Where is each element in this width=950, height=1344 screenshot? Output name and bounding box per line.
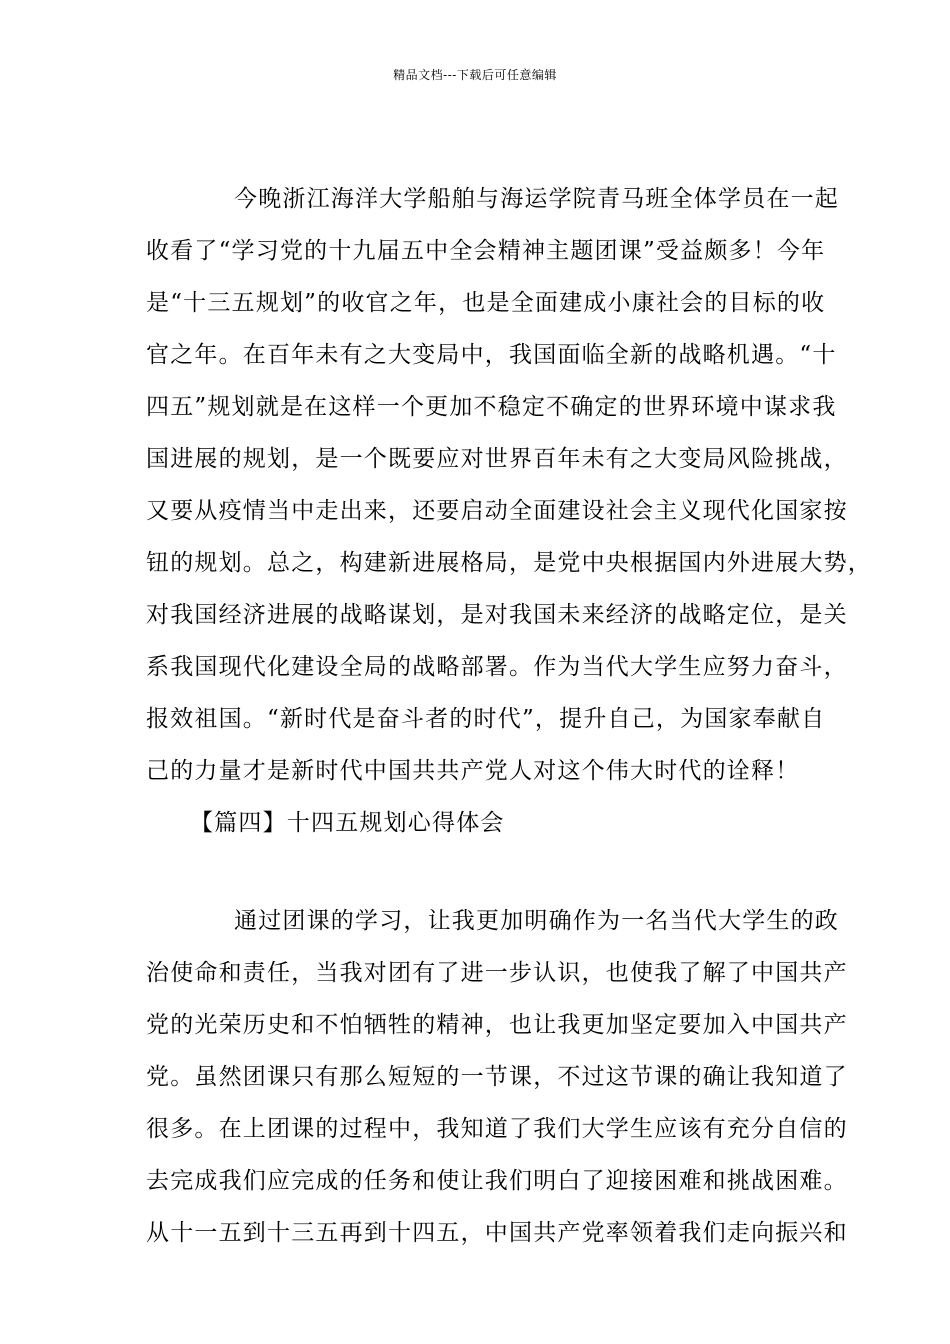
paragraph-line: 系我国现代化建设全局的战略部署。作为当代大学生应努力奋斗， [146, 654, 848, 680]
paragraph-line: 官之年。在百年未有之大变局中，我国面临全新的战略机遇。“十 [146, 342, 837, 368]
paragraph-line: 四五”规划就是在这样一个更加不稳定不确定的世界环境中谋求我 [146, 394, 837, 420]
section-title: 【篇四】十四五规划心得体会 [190, 810, 505, 836]
paragraph-line: 收看了“学习党的十九届五中全会精神主题团课”受益颇多！今年 [146, 238, 826, 264]
paragraph-line: 从十一五到十三五再到十四五，中国共产党率领着我们走向振兴和 [146, 1220, 848, 1246]
paragraph-line: 对我国经济进展的战略谋划，是对我国未来经济的战略定位，是关 [146, 602, 848, 628]
paragraph-line: 今晚浙江海洋大学船舶与海运学院青马班全体学员在一起 [234, 186, 839, 212]
paragraph-line: 去完成我们应完成的任务和使让我们明白了迎接困难和挑战困难。 [146, 1168, 848, 1194]
paragraph-line: 治使命和责任，当我对团有了进一步认识，也使我了解了中国共产 [146, 960, 848, 986]
paragraph-line: 国进展的规划，是一个既要应对世界百年未有之大变局风险挑战， [146, 446, 848, 472]
paragraph-line: 党。虽然团课只有那么短短的一节课，不过这节课的确让我知道了 [146, 1064, 848, 1090]
paragraph-line: 很多。在上团课的过程中，我知道了我们大学生应该有充分自信的 [146, 1116, 848, 1142]
page-header: 精品文档---下载后可任意编辑 [393, 68, 557, 82]
paragraph-line: 通过团课的学习，让我更加明确作为一名当代大学生的政 [234, 908, 839, 934]
paragraph-line: 报效祖国。“新时代是奋斗者的时代”，提升自己，为国家奉献自 [146, 706, 826, 732]
paragraph-line: 党的光荣历史和不怕牺牲的精神，也让我更加坚定要加入中国共产 [146, 1012, 848, 1038]
paragraph-line: 己的力量才是新时代中国共共产党人对这个伟大时代的诠释！ [146, 758, 800, 784]
paragraph-line: 又要从疫情当中走出来，还要启动全面建设社会主义现代化国家按 [146, 498, 848, 524]
paragraph-line: 是“十三五规划”的收官之年，也是全面建成小康社会的目标的收 [146, 290, 826, 316]
paragraph-line: 钮的规划。总之，构建新进展格局，是党中央根据国内外进展大势， [146, 550, 872, 576]
